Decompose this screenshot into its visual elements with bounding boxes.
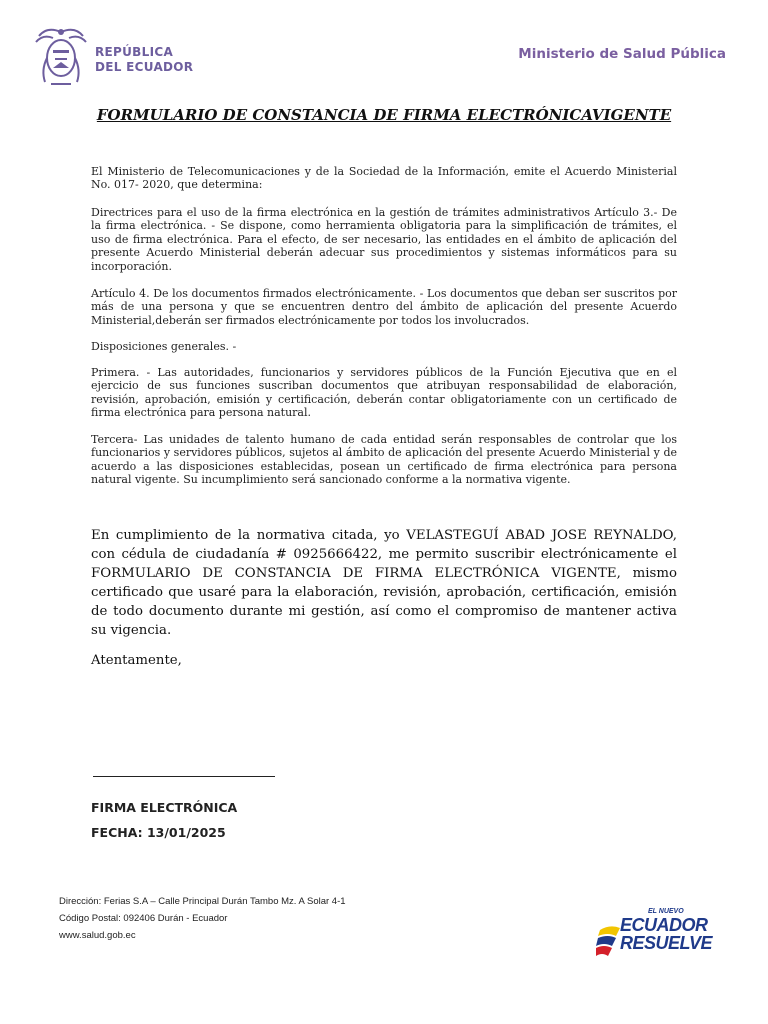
document-title: FORMULARIO DE CONSTANCIA DE FIRMA ELECTRÓNICAVIGENTE bbox=[96, 106, 672, 124]
ministry-name: Ministerio de Salud Pública bbox=[518, 46, 726, 62]
paragraph-general-provisions bbox=[91, 340, 677, 353]
paragraph-text: Artículo 4. De los documentos firmados electrónicamente. - Los documentos que deban ser suscritos por más de una persona y que se encuentren dentro del ámbito de aplicación del presente Acuerdo Ministerial,deberán ser firmados electrónicamente por todos los involucrados. bbox=[91, 287, 677, 327]
paragraph-intro bbox=[91, 165, 677, 192]
logo-ecuador-text: ECUADOR bbox=[620, 915, 708, 935]
footer-postal: Código Postal: 092406 Durán - Ecuador bbox=[59, 913, 228, 924]
paragraph-text: Primera. - Las autoridades, funcionarios y servidores públicos de la Función Ejecutiva que en el ejercicio de sus funciones suscriban documentos que atribuyan responsabilidad de elaboración, revisión, aprobación, emisión y certificación, deberán contar obligatoriamente con un certificado de firma electrónica para persona natural. bbox=[91, 366, 677, 420]
paragraph-article-3 bbox=[91, 206, 677, 273]
coat-of-arms-icon bbox=[33, 22, 89, 88]
ecuador-resuelve-logo bbox=[596, 908, 714, 958]
statement-paragraph bbox=[91, 526, 677, 640]
paragraph-first bbox=[91, 366, 677, 420]
footer-website: www.salud.gob.ec bbox=[59, 930, 136, 941]
closing-text: Atentamente, bbox=[91, 653, 182, 668]
logo-top-text: EL NUEVO bbox=[648, 908, 684, 915]
paragraph-third bbox=[91, 433, 677, 487]
closing bbox=[91, 651, 677, 670]
paragraph-text: Tercera- Las unidades de talento humano de cada entidad serán responsables de controlar que los funcionarios y servidores públicos, sujetos al ámbito de aplicación del presente Acuerdo Ministerial y de acuerdo a las disposiciones establecidas, posean un certificado de firma electrónica para persona natural vigente. Su incumplimiento será sancionado conforme a la normativa vigente. bbox=[91, 433, 677, 487]
logo-resuelve-text: RESUELVE bbox=[620, 933, 713, 953]
signature-date: FECHA: 13/01/2025 bbox=[91, 825, 226, 840]
republic-name bbox=[95, 45, 193, 75]
republic-line-1: REPÚBLICA bbox=[95, 45, 174, 59]
paragraph-article-4 bbox=[91, 287, 677, 327]
statement-text: En cumplimiento de la normativa citada, yo VELASTEGUÍ ABAD JOSE REYNALDO, con cédula de ciudadanía # 0925666422, me permito suscribir electrónicamente el FORMULARIO DE CONSTANCIA DE FIRMA ELECTRÓNICA VIGENTE, mismo certificado que usaré para la elaboración, revisión, aprobación, certificación, emisión de todo documento durante mi gestión, así como el compromiso de mantener activa su vigencia. bbox=[91, 528, 677, 638]
paragraph-text: El Ministerio de Telecomunicaciones y de la Sociedad de la Información, emite el Acuerdo Ministerial No. 017- 2020, que determina: bbox=[91, 165, 677, 192]
paragraph-text: Directrices para el uso de la firma electrónica en la gestión de trámites administrativos Artículo 3.- De la firma electrónica. - Se dispone, como herramienta obligatoria para la simplificación de trámites, el uso de firma electrónica. Para el efecto, de ser necesario, las entidades en el ámbito de aplicación del presente Acuerdo Ministerial deberán adecuar sus procedimientos y sistemas informáticos para su incorporación. bbox=[91, 206, 677, 273]
paragraph-text: Disposiciones generales. - bbox=[91, 340, 237, 353]
republic-line-2: DEL ECUADOR bbox=[95, 60, 194, 74]
footer-address: Dirección: Ferias S.A – Calle Principal Durán Tambo Mz. A Solar 4-1 bbox=[59, 896, 346, 907]
signature-line bbox=[93, 776, 275, 777]
signature-label: FIRMA ELECTRÓNICA bbox=[91, 800, 238, 815]
